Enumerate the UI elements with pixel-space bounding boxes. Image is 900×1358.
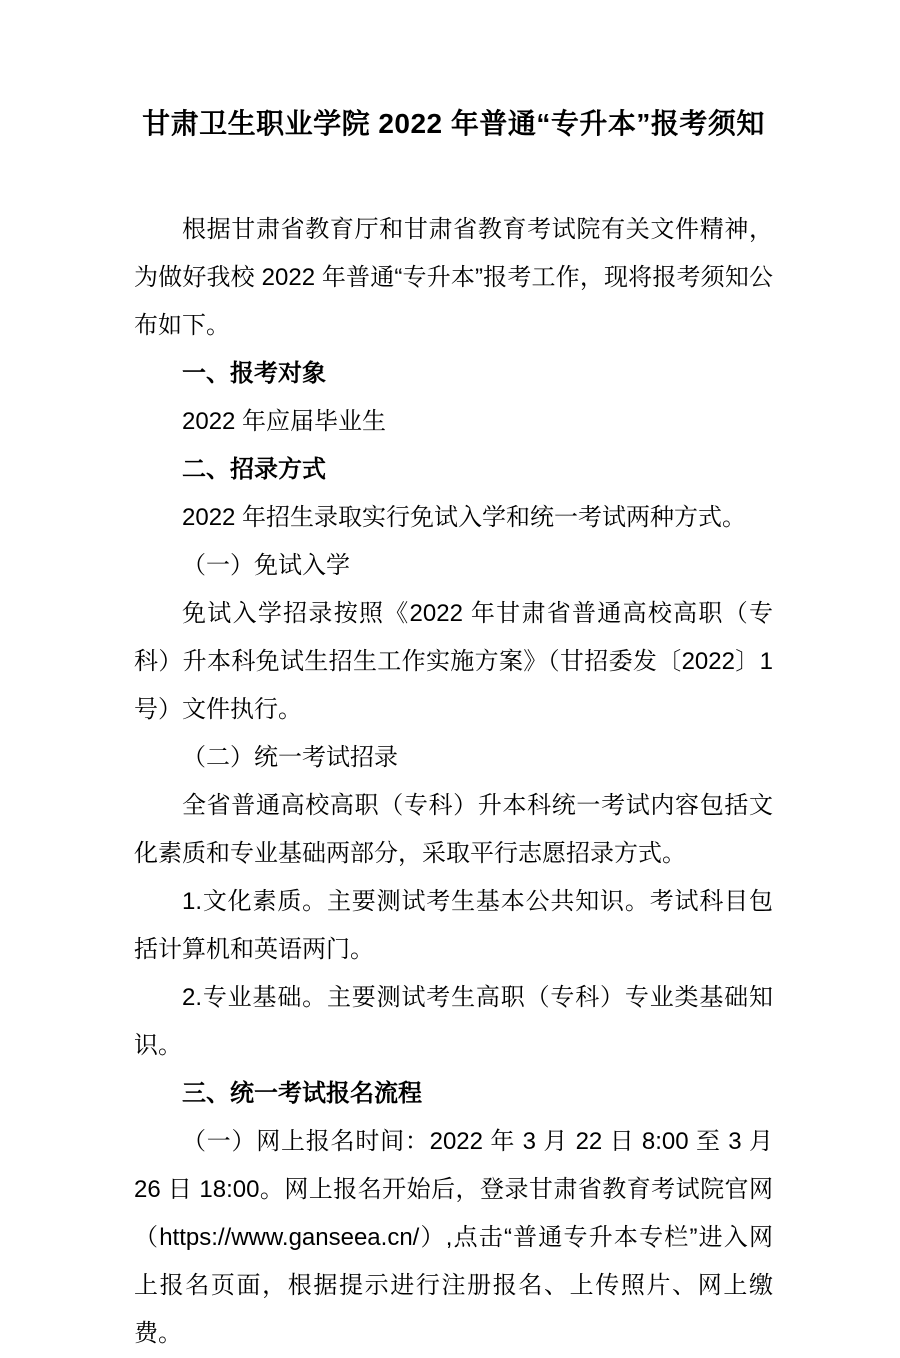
paragraph-online-registration: （一）网上报名时间：2022 年 3 月 22 日 8:00 至 3 月 26 日 18:00。网上报名开始后，登录甘肃省教育考试院官网（https://www.ganseea.cn/）,点击“普通专升本专栏”进入网上报名页面，根据提示进行注册报名、上传照片、网上缴费。	[134, 1128, 773, 1347]
subsection-heading-unified-exam: （二）统一考试招录	[182, 744, 398, 771]
paragraph-professional-basis: 2.专业基础。主要测试考生高职（专科）专业类基础知识。	[134, 984, 773, 1059]
paragraph-cultural-quality: 1.文化素质。主要测试考生基本公共知识。考试科目包括计算机和英语两门。	[134, 888, 773, 963]
document-title: 甘肃卫生职业学院 2022 年普通“专升本”报考须知	[142, 108, 765, 139]
subsection-heading-exempt-admission: （一）免试入学	[182, 552, 350, 579]
paragraph-unified-exam-content: 全省普通高校高职（专科）升本科统一考试内容包括文化素质和专业基础两部分，采取平行志愿招录方式。	[134, 792, 773, 867]
intro-paragraph: 根据甘肃省教育厅和甘肃省教育考试院有关文件精神，为做好我校 2022 年普通“专升本”报考工作，现将报考须知公布如下。	[134, 216, 773, 339]
paragraph-exempt-admission-policy: 免试入学招录按照《2022 年甘肃省普通高校高职（专科）升本科免试生招生工作实施方案》（甘招委发〔2022〕1 号）文件执行。	[134, 600, 773, 723]
paragraph-admission-methods: 2022 年招生录取实行免试入学和统一考试两种方式。	[182, 504, 747, 531]
paragraph-eligible-students: 2022 年应届毕业生	[182, 408, 387, 435]
section-heading-3: 三、统一考试报名流程	[182, 1080, 422, 1107]
section-heading-1: 一、报考对象	[182, 360, 326, 387]
section-heading-2: 二、招录方式	[182, 456, 326, 483]
